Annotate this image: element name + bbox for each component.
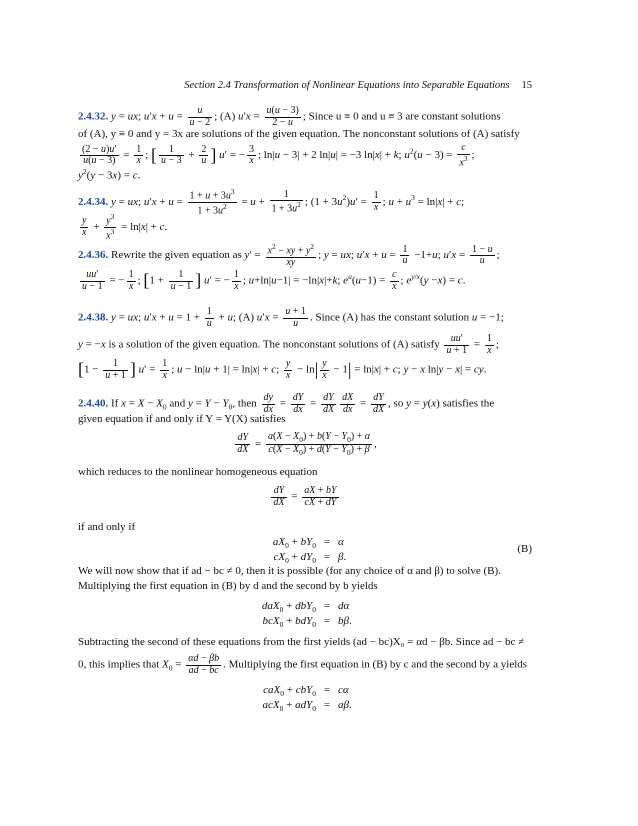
paragraph-text: 0, this implies that (78, 658, 160, 671)
problem-2434-line2: $\frac{y}{x}$ + $\frac{y^3}{x^3}$ = ln|x| + c. (82, 212, 168, 242)
running-header (78, 80, 532, 93)
paragraph-implies: 0, this implies that $X_0$ = $\frac{\alpha d - \beta b}{ad - bc}$ . Multiplying the first equation in (B) by c and the second by a yields (78, 653, 528, 676)
problem-text: , so (388, 397, 404, 410)
problem-text: . Since (A) has the constant solution (309, 311, 470, 324)
problem-text: and (169, 397, 186, 410)
problem-text: satisfies the (442, 397, 495, 410)
problem-label: 2.4.34. (78, 195, 109, 208)
problem-2432-line3: $\frac{(2 - u)u'}{u(u - 3)}$ = $\frac{1}{x}$ ; [ $\frac{1}{u - 3}$ + $\frac{2}{u}$ ] u′ = − $\frac{3}{x}$ ; ln|u − 3| + 2 ln|u| = −3 ln|x| + k; $u^2(u - 3)$ = $\frac{c}{x^3}$ ; (82, 142, 475, 168)
problem-text: If (111, 397, 119, 410)
paragraph-reduces: which reduces to the nonlinear homogeneous equation (78, 466, 318, 478)
system-multiplied-1: daX$_0$ + dbY$_0$ = dα bcX$_0$ + bdY$_0$ = bβ. (261, 600, 352, 630)
display-equation-2: $\frac{dY}{dX}$ = $\frac{aX + bY}{cX + dY}$ (273, 485, 337, 508)
paragraph-text: We will now show that if ad − bc ≠ 0, then it is possible (for any choice of α and β) to solve (B). (78, 565, 501, 577)
problem-2440-line1: 2.4.40. If $x = X - X_0$ and $y = Y - Y_0$, then $\frac{dy}{dx}$ = $\frac{dY}{dx}$ = $\frac{dY}{dX}$ $\frac{dX}{dx}$ = $\frac{dY}{dX}$ , so y = y(x) satisfies the (78, 392, 495, 415)
problem-text: is a solution of the given equation. The nonconstant solutions of (A) satisfy (108, 338, 440, 351)
problem-2434-line1: 2.4.34. y = ux; u′x + u = $\frac{1 + u + 3u^3}{1 + 3u^2}$ = u + $\frac{1}{1 + 3u^2}$ ; $(1 + 3u^2)u'$ = $\frac{1}{x}$ ; $u + u^3 = \ln|x| + c$; (78, 187, 465, 217)
problem-2432-line2: of (A), y ≡ 0 and y = 3x are solutions of the given equation. The nonconstant solutions of (A) satisfy (78, 128, 520, 140)
paragraph-show (78, 564, 532, 594)
problem-label: 2.4.32. (78, 110, 109, 123)
problem-label: 2.4.40. (78, 397, 109, 410)
problem-2432-line1: 2.4.32. y = ux; u′x + u = $\frac{u}{u - 2}$ ; (A) u′x = $\frac{u(u - 3)}{2 - u}$ ; Since u ≡ 0 and u ≡ 3 are constant solutions (78, 105, 501, 128)
problem-2436-line2: $\frac{uu'}{u - 1}$ = − $\frac{1}{x}$ ; [1 + $\frac{1}{u - 1}$ ] u′ = − $\frac{1}{x}$ ; u+ln|u−1| = −ln|x|+k; $e^u(u-1)$ = $\frac{c}{x}$ ; $e^{y/x}(y -x) = c$. (82, 269, 466, 292)
problem-2440-line2: given equation if and only if Y = Y(X) satisfies (78, 413, 286, 425)
problem-text: Rewrite the given equation as (111, 249, 242, 262)
system-multiplied-2: caX$_0$ + cbY$_0$ = cα acX$_0$ + adY$_0$ = aβ. (262, 684, 352, 714)
paragraph-text: Multiplying the first equation in (B) by d and the second by b yields (78, 580, 378, 592)
problem-2438-line2: y = −x is a solution of the given equation. The nonconstant solutions of (A) satisfy $\frac{uu'}{u + 1}$ = $\frac{1}{x}$ ; (78, 333, 499, 356)
paragraph-text: . Multiplying the first equation in (B) by c and the second by a yields (223, 658, 528, 671)
paragraph-if-only-if: if and only if (78, 521, 136, 533)
problem-label: 2.4.36. (78, 249, 109, 262)
system-B: $aX_0 + bY_0 = \alpha$ $cX_0 + dY_0 = \beta$. (B) (272, 536, 532, 566)
section-title: Section 2.4 Transformation of Nonlinear Equations into Separable Equations (184, 80, 510, 91)
paragraph-subtracting: Subtracting the second of these equations from the first yields (ad − bc)X₀ = αd − βb. Since ad − bc ≠ (78, 636, 525, 648)
problem-text: Since u ≡ 0 and u ≡ 3 are constant solutions (308, 110, 501, 123)
problem-2436-line1: 2.4.36. Rewrite the given equation as y′ = $\frac{x^2 - xy + y^2}{xy}$ ; y = ux; u′x + u = $\frac{1}{u}$ −1+u; u′x = $\frac{1 - u}{u}$ ; (78, 242, 500, 268)
problem-2432-line4: $y^2(y - 3x) = c$. (78, 167, 141, 182)
problem-text: , then (232, 397, 257, 410)
problem-label: 2.4.38. (78, 311, 109, 324)
equation-tag: (B) (517, 543, 532, 555)
page-number: 15 (521, 80, 532, 91)
problem-2438-line3: [1 − $\frac{1}{u + 1}$ ] u′ = $\frac{1}{x}$ ; u − ln|u + 1| = ln|x| + c; $\frac{y}{x}$ − ln| $\frac{y}{x}$ − 1| = ln|x| + c; y − x ln|y − x| = cy. (78, 358, 487, 381)
display-equation-1: $\frac{dY}{dX}$ = $\frac{a(X - X_0) + b(Y - Y_0) + \alpha}{c(X - X_0) + d(Y - Y_0) + \beta}$ , (237, 431, 377, 457)
problem-2438-line1: 2.4.38. y = ux; u′x + u = 1 + $\frac{1}{u}$ + u; (A) u′x = $\frac{u + 1}{u}$ . Since (A) has the constant solution u = −1; (78, 306, 504, 329)
